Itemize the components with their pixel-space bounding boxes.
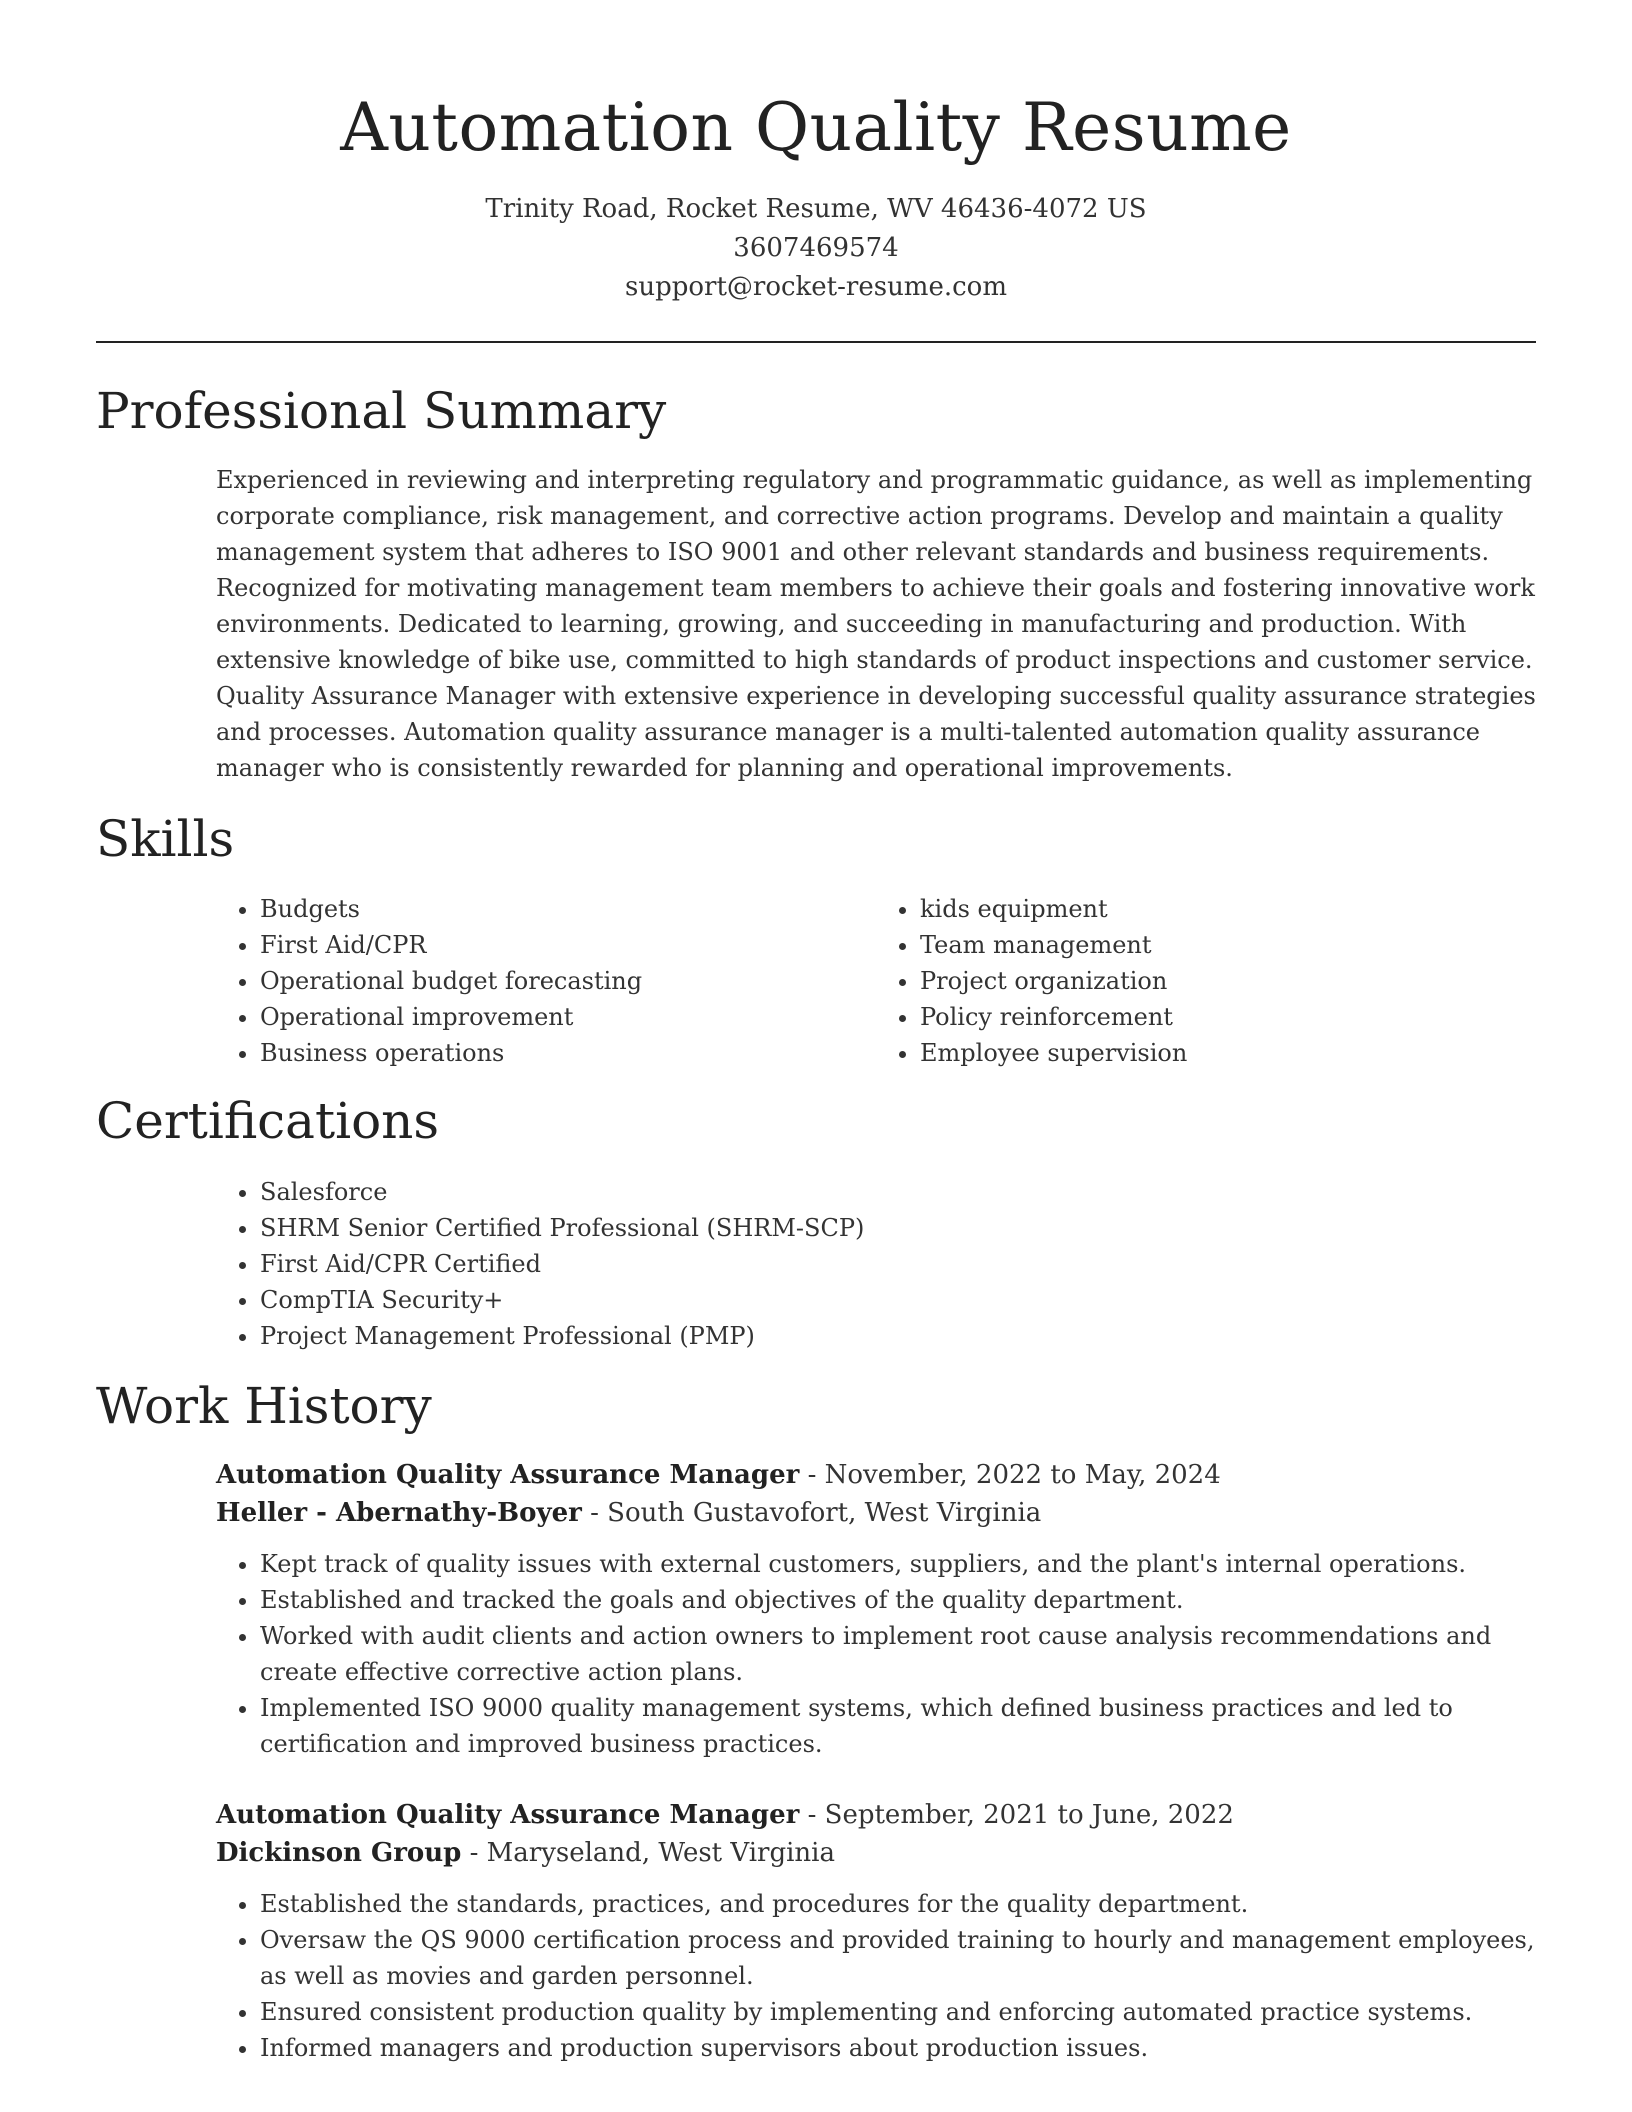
job-title-line: [216, 1456, 1536, 1494]
job-company-line: [216, 1834, 1536, 1872]
job-company: Dickinson Group: [216, 1838, 462, 1868]
job-bullets: [216, 1546, 1536, 1762]
job-bullet: • Established the standards, practices, and procedures for the quality department.: [260, 1886, 1536, 1922]
skills-heading: Skills: [96, 810, 235, 868]
certifications-bullets: [216, 1174, 1536, 1354]
job-company-line: [216, 1494, 1536, 1532]
contact-address: Trinity Road, Rocket Resume, WV 46436-4072 US: [485, 194, 1147, 224]
skill-item: • Budgets: [260, 891, 876, 927]
job-company: Heller - Abernathy-Boyer: [216, 1498, 582, 1528]
job-bullet: • Informed managers and production supervisors about production issues.: [260, 2030, 1536, 2066]
skill-item: • Operational budget forecasting: [260, 963, 876, 999]
job-bullet: • Oversaw the QS 9000 certification process and provided training to hourly and management employees, as well as movies and garden personnel.: [260, 1922, 1536, 1994]
job-separator: -: [799, 1460, 825, 1490]
certifications-list: [216, 1174, 1536, 1354]
job-dates: September, 2021 to June, 2022: [824, 1800, 1234, 1830]
job-title: Automation Quality Assurance Manager: [216, 1460, 800, 1490]
certification-item: • CompTIA Security+: [260, 1282, 1536, 1318]
skills-column-left: [216, 891, 876, 1071]
job-dates: November, 2022 to May, 2024: [824, 1460, 1221, 1490]
contact-phone: 3607469574: [733, 233, 899, 263]
job-bullet: • Worked with audit clients and action owners to implement root cause analysis recommendations and create effective corrective action plans.: [260, 1618, 1536, 1690]
skill-item: • Project organization: [920, 963, 1536, 999]
job-entry: [216, 1796, 1536, 2066]
job-separator: -: [799, 1800, 825, 1830]
certifications-heading: Certifications: [96, 1092, 440, 1150]
contact-email: support@rocket-resume.com: [624, 272, 1007, 302]
job-bullet: • Kept track of quality issues with external customers, suppliers, and the plant's internal operations.: [260, 1546, 1536, 1582]
job-separator: -: [461, 1838, 487, 1868]
skill-item: • Team management: [920, 927, 1536, 963]
skill-item: • First Aid/CPR: [260, 927, 876, 963]
job-location: South Gustavofort, West Virginia: [607, 1498, 1042, 1528]
summary-heading: Professional Summary: [96, 382, 667, 440]
job-entry: [216, 1456, 1536, 1762]
certification-item: • Salesforce: [260, 1174, 1536, 1210]
job-separator: -: [581, 1498, 608, 1528]
skills-column-right: [876, 891, 1536, 1071]
job-bullets: [216, 1886, 1536, 2066]
certification-item: • SHRM Senior Certified Professional (SHRM-SCP): [260, 1210, 1536, 1246]
certification-item: • First Aid/CPR Certified: [260, 1246, 1536, 1282]
skills-list: [216, 891, 1536, 1071]
resume-header: [0, 0, 1632, 307]
job-bullet: • Implemented ISO 9000 quality management systems, which defined business practices and led to certification and improved business practices.: [260, 1690, 1536, 1762]
summary-text: Experienced in reviewing and interpreting regulatory and programmatic guidance, as well as implementing corporate compliance, risk management, and corrective action programs. Develop and maintain a quality management system that adheres to ISO 9001 and other relevant standards and business requirements. Recognized for motivating management team members to achieve their goals and fostering innovative work environments. Dedicated to learning, growing, and succeeding in manufacturing and production. With extensive knowledge of bike use, committed to high standards of product inspections and customer service. Quality Assurance Manager with extensive experience in developing successful quality assurance strategies and processes. Automation quality assurance manager is a multi-talented automation quality assurance manager who is consistently rewarded for planning and operational improvements.: [216, 466, 1536, 782]
job-title-line: [216, 1796, 1536, 1834]
certification-item: • Project Management Professional (PMP): [260, 1318, 1536, 1354]
skill-item: • Business operations: [260, 1035, 876, 1071]
work-history-heading: Work History: [96, 1377, 432, 1435]
contact-block: [0, 190, 1632, 307]
job-bullet: • Established and tracked the goals and objectives of the quality department.: [260, 1582, 1536, 1618]
job-title: Automation Quality Assurance Manager: [216, 1800, 800, 1830]
skill-item: • Policy reinforcement: [920, 999, 1536, 1035]
header-divider: [96, 341, 1536, 343]
job-bullet: • Ensured consistent production quality by implementing and enforcing automated practice systems.: [260, 1994, 1536, 2030]
resume-title: Automation Quality Resume: [340, 89, 1292, 166]
skill-item: • Operational improvement: [260, 999, 876, 1035]
skill-item: • Employee supervision: [920, 1035, 1536, 1071]
job-location: Maryseland, West Virginia: [486, 1838, 835, 1868]
skill-item: • kids equipment: [920, 891, 1536, 927]
